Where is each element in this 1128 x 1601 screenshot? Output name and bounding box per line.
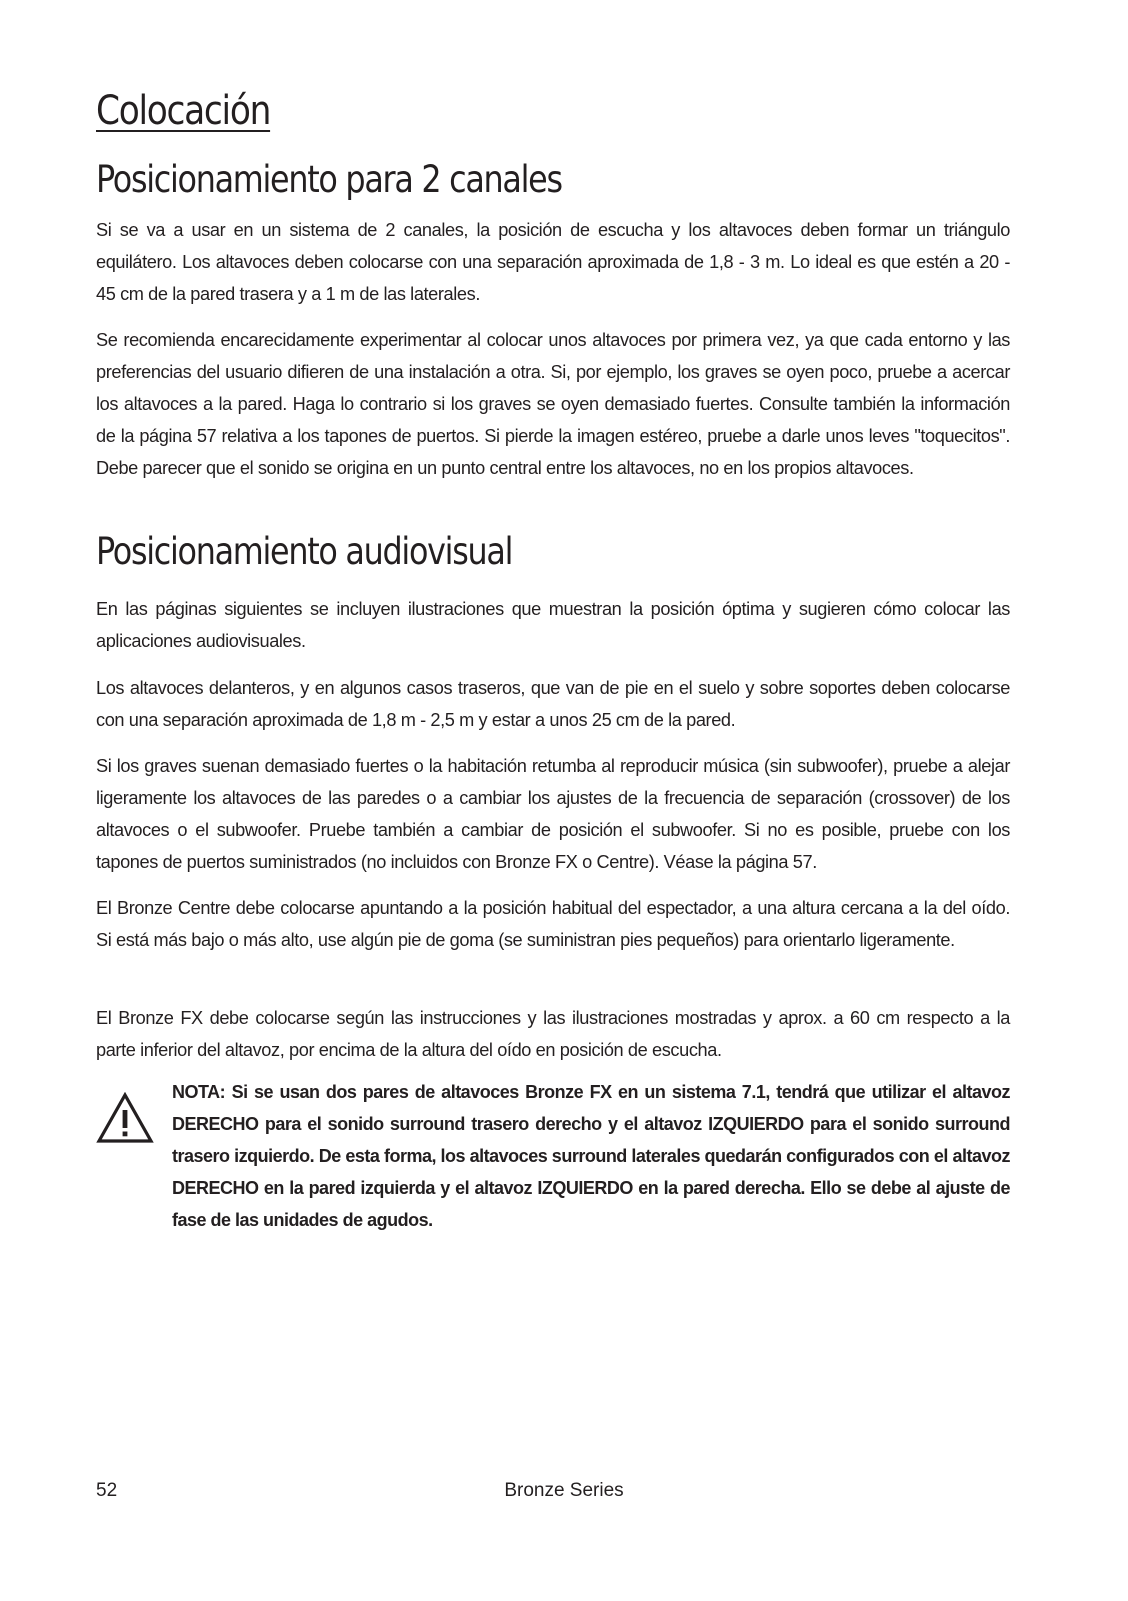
paragraph-text: Si los graves suenan demasiado fuertes o la habitación retumba al reproducir música (sin subwoofer), pruebe a alejar ligeramente los altavoces de las paredes o a cambiar los ajustes de la frecuencia de separación (crossover) de los altavoces o el subwoofer. Pruebe también a cambiar de posición el subwoofer. Si no es posible, pruebe con los tapones de puertos suministrados (no incluidos con Bronze FX o Centre). Véase la página 57. bbox=[96, 756, 1010, 872]
paragraph bbox=[96, 214, 1010, 310]
paragraph bbox=[96, 672, 1010, 736]
paragraph bbox=[96, 750, 1010, 878]
section-heading-2-channel: Posicionamiento para 2 canales bbox=[96, 158, 562, 201]
page-number: 52 bbox=[96, 1480, 118, 1501]
warning-triangle-icon bbox=[96, 1092, 154, 1144]
section-heading-audiovisual: Posicionamiento audiovisual bbox=[96, 530, 513, 573]
paragraph-text: En las páginas siguientes se incluyen ilustraciones que muestran la posición óptima y sugieren cómo colocar las aplicaciones audiovisuales. bbox=[96, 599, 1010, 651]
footer-series-title: Bronze Series bbox=[504, 1480, 624, 1501]
paragraph bbox=[96, 892, 1010, 956]
paragraph-text: El Bronze FX debe colocarse según las instrucciones y las ilustraciones mostradas y aprox. a 60 cm respecto a la parte inferior del altavoz, por encima de la altura del oído en posición de escucha. bbox=[96, 1008, 1010, 1060]
paragraph bbox=[96, 324, 1010, 484]
section-2-channel bbox=[96, 158, 1010, 201]
page-title: Colocación bbox=[96, 88, 271, 134]
note-text: NOTA: Si se usan dos pares de altavoces Bronze FX en un sistema 7.1, tendrá que utilizar el altavoz DERECHO para el sonido surround trasero derecho y el altavoz IZQUIERDO para el sonido surround trasero izquierdo. De esta forma, los altavoces surround laterales quedarán configurados con el altavoz DERECHO en la pared izquierda y el altavoz IZQUIERDO en la pared derecha. Ello se debe al ajuste de fase de las unidades de agudos. bbox=[172, 1082, 1010, 1230]
paragraph-text: El Bronze Centre debe colocarse apuntando a la posición habitual del espectador, a una altura cercana a la del oído. Si está más bajo o más alto, use algún pie de goma (se suministran pies pequeños) para orientarlo ligeramente. bbox=[96, 898, 1010, 950]
paragraph-text: Se recomienda encarecidamente experimentar al colocar unos altavoces por primera vez, ya que cada entorno y las preferencias del usuario difieren de una instalación a otra. Si, por ejemplo, los graves se oyen poco, pruebe a acercar los altavoces a la pared. Haga lo contrario si los graves se oyen demasiado fuertes. Consulte también la información de la página 57 relativa a los tapones de puertos. Si pierde la imagen estéreo, pruebe a darle unos leves "toquecitos". Debe parecer que el sonido se origina en un punto central entre los altavoces, no en los propios altavoces. bbox=[96, 330, 1010, 478]
paragraph bbox=[96, 593, 1010, 657]
section-audiovisual bbox=[96, 530, 1010, 573]
paragraph-text: Si se va a usar en un sistema de 2 canales, la posición de escucha y los altavoces deben formar un triángulo equilátero. Los altavoces deben colocarse con una separación aproximada de 1,8 - 3 m. Lo ideal es que estén a 20 - 45 cm de la pared trasera y a 1 m de las laterales. bbox=[96, 220, 1010, 304]
paragraph-text: Los altavoces delanteros, y en algunos casos traseros, que van de pie en el suelo y sobre soportes deben colocarse con una separación aproximada de 1,8 m - 2,5 m y estar a unos 25 cm de la pared. bbox=[96, 678, 1010, 730]
paragraph bbox=[96, 1002, 1010, 1066]
